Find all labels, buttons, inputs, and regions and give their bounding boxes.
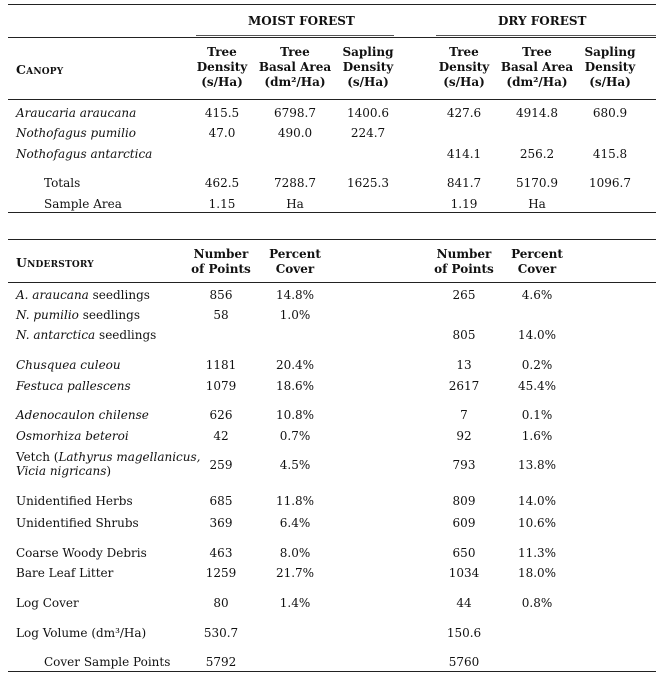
understory-dry-cell: 1034 [448,566,480,580]
understory-moist-cell: 14.8% [275,288,315,302]
understory-dry-cell: 0.2% [521,358,553,372]
understory-row-label: Log Volume (dm³/Ha) [16,626,147,640]
understory-moist-cell: 42 [213,429,229,443]
canopy-label: Canopy [16,62,64,77]
understory-dry-cell: 5760 [448,655,480,669]
understory-moist-cell: 58 [213,308,229,322]
canopy-row-label: Nothofagus pumilio [16,126,137,140]
canopy-moist-col-header: Tree Basal Area (dm²/Ha) [258,45,332,89]
understory-row-label: A. araucana seedlings [16,288,150,302]
understory-moist-cell: 463 [209,546,233,560]
understory-moist-cell: 1.0% [279,308,311,322]
understory-moist-cell: 856 [209,288,233,302]
understory-dry-col-header: Number of Points [434,247,494,276]
moist-forest-header: MOIST FOREST [248,14,355,28]
canopy-moist-col-header: Sapling Density (s/Ha) [342,45,394,89]
understory-dry-cell: 793 [452,458,476,472]
canopy-dry-cell: 256.2 [519,147,555,161]
understory-row-label: Bare Leaf Litter [16,566,114,580]
canopy-dry-col-header: Sapling Density (s/Ha) [584,45,636,89]
understory-row-label: Unidentified Herbs [16,494,133,508]
canopy-row-label: Sample Area [44,197,122,211]
understory-moist-cell: 626 [209,408,233,422]
understory-moist-cell: 10.8% [275,408,315,422]
understory-row-label: Unidentified Shrubs [16,516,139,530]
understory-moist-cell: 0.7% [279,429,311,443]
understory-moist-cell: 5792 [205,655,237,669]
canopy-moist-cell: 462.5 [204,176,240,190]
canopy-moist-cell: 47.0 [208,126,236,140]
understory-moist-cell: 685 [209,494,233,508]
understory-dry-cell: 44 [456,596,472,610]
understory-dry-cell: 14.0% [517,328,557,342]
dry-forest-header: DRY FOREST [498,14,587,28]
understory-moist-cell: 1259 [205,566,237,580]
understory-dry-cell: 809 [452,494,476,508]
canopy-dry-cell: 427.6 [446,106,482,120]
canopy-bottom-rule [8,212,656,213]
canopy-dry-cell: 1.19 [450,197,478,211]
understory-dry-cell: 10.6% [517,516,557,530]
canopy-dry-cell: 415.8 [592,147,628,161]
understory-row-label: Vetch (Lathyrus magellanicus, Vicia nigricans) [16,450,201,478]
understory-moist-cell: 369 [209,516,233,530]
understory-dry-cell: 11.3% [517,546,557,560]
canopy-dry-cell: 680.9 [592,106,628,120]
understory-moist-cell: 1.4% [279,596,311,610]
understory-moist-cell: 11.8% [275,494,315,508]
moist-underline [196,35,394,36]
canopy-moist-cell: 1.15 [208,197,236,211]
canopy-row-label: Nothofagus antarctica [16,147,153,161]
understory-dry-cell: 805 [452,328,476,342]
understory-dry-col-header: Percent Cover [511,247,563,276]
understory-dry-cell: 45.4% [517,379,557,393]
understory-row-label: Coarse Woody Debris [16,546,147,560]
understory-dry-cell: 13 [456,358,472,372]
understory-row-label: N. pumilio seedlings [16,308,140,322]
understory-dry-cell: 0.1% [521,408,553,422]
canopy-dry-cell: 414.1 [446,147,482,161]
canopy-dry-cell: 4914.8 [516,106,558,120]
understory-row-label: Osmorhiza beteroi [16,429,129,443]
understory-moist-col-header: Number of Points [191,247,251,276]
canopy-moist-cell: 6798.7 [274,106,316,120]
canopy-row-label: Araucaria araucana [16,106,137,120]
canopy-row-label: Totals [44,176,81,190]
top-rule [8,4,656,5]
understory-moist-cell: 8.0% [279,546,311,560]
understory-moist-cell: 6.4% [279,516,311,530]
canopy-moist-cell: 7288.7 [274,176,316,190]
canopy-dry-cell: 841.7 [446,176,482,190]
canopy-moist-cell: 1400.6 [347,106,389,120]
canopy-moist-col-header: Tree Density (s/Ha) [196,45,248,89]
canopy-dry-col-header: Tree Basal Area (dm²/Ha) [500,45,574,89]
canopy-dry-cell: 1096.7 [589,176,631,190]
understory-dry-cell: 4.6% [521,288,553,302]
understory-dry-cell: 650 [452,546,476,560]
understory-dry-cell: 13.8% [517,458,557,472]
understory-moist-cell: 21.7% [275,566,315,580]
canopy-moist-cell: 224.7 [350,126,386,140]
understory-dry-cell: 150.6 [446,626,482,640]
canopy-dry-cell: 5170.9 [516,176,558,190]
understory-top-rule [8,239,656,240]
understory-dry-cell: 0.8% [521,596,553,610]
canopy-dry-cell: Ha [528,197,546,211]
understory-dry-cell: 265 [452,288,476,302]
understory-moist-cell: 4.5% [279,458,311,472]
understory-row-label: Log Cover [16,596,79,610]
canopy-moist-cell: 1625.3 [347,176,389,190]
understory-row-label: Adenocaulon chilense [16,408,149,422]
understory-dry-cell: 18.0% [517,566,557,580]
understory-dry-cell: 14.0% [517,494,557,508]
understory-moist-cell: 80 [213,596,229,610]
understory-moist-cell: 1079 [205,379,237,393]
bottom-rule [8,671,656,672]
understory-moist-col-header: Percent Cover [269,247,321,276]
understory-label: Understory [16,255,94,270]
understory-row-label: Cover Sample Points [44,655,171,669]
understory-row-label: N. antarctica seedlings [16,328,157,342]
understory-moist-cell: 20.4% [275,358,315,372]
canopy-moist-cell: Ha [286,197,304,211]
understory-row-label: Festuca pallescens [16,379,131,393]
understory-dry-cell: 7 [460,408,468,422]
canopy-moist-cell: 415.5 [204,106,240,120]
understory-dry-cell: 1.6% [521,429,553,443]
understory-moist-cell: 1181 [205,358,237,372]
understory-moist-cell: 259 [209,458,233,472]
understory-row-label: Chusquea culeou [16,358,121,372]
understory-dry-cell: 2617 [448,379,480,393]
canopy-top-rule [8,37,656,38]
understory-dry-cell: 609 [452,516,476,530]
understory-header-rule [8,282,656,283]
canopy-moist-cell: 490.0 [277,126,313,140]
canopy-dry-col-header: Tree Density (s/Ha) [438,45,490,89]
understory-moist-cell: 530.7 [203,626,239,640]
canopy-header-rule [8,99,656,100]
dry-underline [436,35,656,36]
understory-dry-cell: 92 [456,429,472,443]
understory-moist-cell: 18.6% [275,379,315,393]
